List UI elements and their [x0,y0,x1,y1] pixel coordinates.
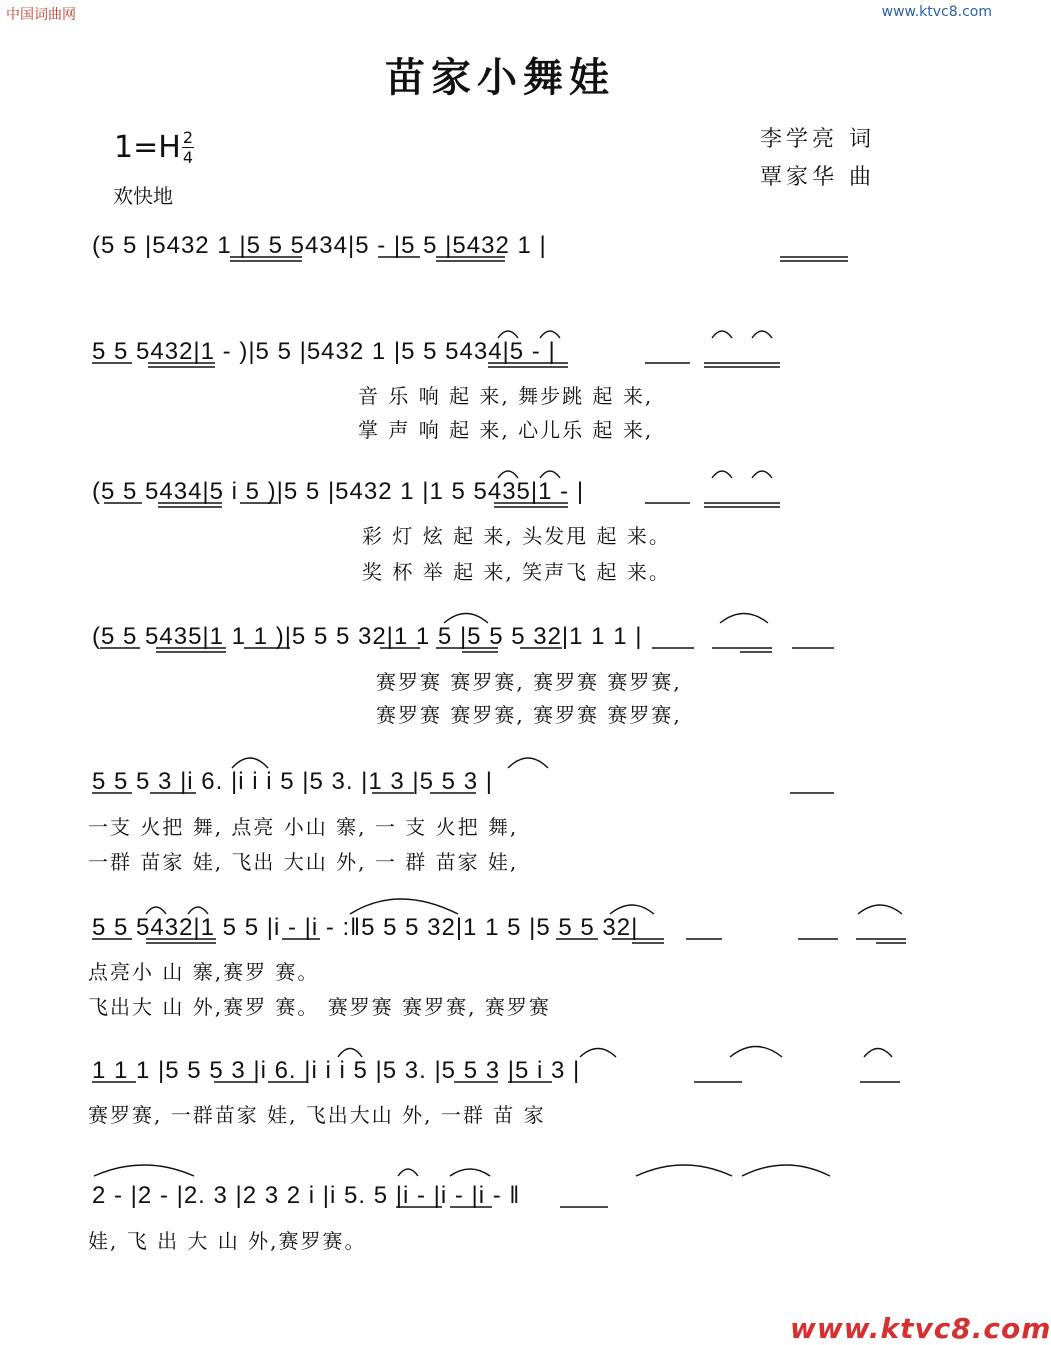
notation-system-2: 5 5 5432|1 - )|5 5 |5432 1 |5 5 5434|5 - | [92,338,556,365]
tempo-marking: 欢快地 [113,184,173,208]
time-signature-bottom: 4 [182,148,194,167]
lyric-line-3-1: 彩 灯 炫 起 来, 头发甩 起 来。 [362,524,671,548]
site-url-right[interactable]: www.ktvc8.com [881,4,992,20]
lyric-line-5-1: 一支 火把 舞, 点亮 小山 寨, 一 支 火把 舞, [88,815,519,839]
site-name-left[interactable]: 中国词曲网 [6,7,76,23]
lyric-line-5-2: 一群 苗家 娃, 飞出 大山 外, 一 群 苗家 娃, [88,850,519,874]
lyricist-credit: 李学亮 词 [760,127,875,152]
lyric-line-2-1: 音 乐 响 起 来, 舞步跳 起 来, [358,384,654,408]
lyric-line-7-1: 赛罗赛, 一群苗家 娃, 飞出大山 外, 一群 苗 家 [88,1103,546,1127]
lyric-line-6-1: 点亮小 山 寨,赛罗 赛。 [88,960,320,984]
lyric-line-8-1: 娃, 飞 出 大 山 外,赛罗赛。 [88,1229,367,1253]
notation-system-6: 5 5 5432|1 5 5 |i - |i - :‖5 5 5 32|1 1 5 |5 5 5 32| [92,914,639,941]
notation-system-5: 5 5 5 3 |i 6. |i i i 5 |5 3. |1 3 |5 5 3 | [92,768,493,795]
notation-system-1: (5 5 |5432 1 |5 5 5434|5 - |5 5 |5432 1 | [92,232,547,259]
time-signature-top: 2 [182,128,194,147]
lyric-line-4-2: 赛罗赛 赛罗赛, 赛罗赛 赛罗赛, [376,703,682,727]
notation-system-4: (5 5 5435|1 1 1 )|5 5 5 32|1 1 5 |5 5 5 32|1 1 1 | [92,623,643,650]
lyric-line-2-2: 掌 声 响 起 来, 心儿乐 起 来, [358,418,654,442]
composer-credit: 覃家华 曲 [760,165,875,190]
notation-system-7: 1 1 1 |5 5 5 3 |i 6. |i i i 5 |5 3. |5 5 3 |5 i 3 | [92,1057,581,1084]
time-signature [182,128,194,167]
notation-system-3: (5 5 5434|5 i 5 )|5 5 |5432 1 |1 5 5435|1 - | [92,478,585,505]
lyric-line-3-2: 奖 杯 举 起 来, 笑声飞 起 来。 [362,560,671,584]
lyric-line-4-1: 赛罗赛 赛罗赛, 赛罗赛 赛罗赛, [376,670,682,694]
notation-system-8: 2 - |2 - |2. 3 |2 3 2 i |i 5. 5 |i - |i - |i - ‖ [92,1182,521,1209]
key-signature: 1=H [114,130,181,165]
watermark-logo: www.ktvc8.com [790,1312,1051,1345]
song-title: 苗家小舞娃 [385,54,615,101]
lyric-line-6-2: 飞出大 山 外,赛罗 赛。 赛罗赛 赛罗赛, 赛罗赛 [88,995,551,1019]
